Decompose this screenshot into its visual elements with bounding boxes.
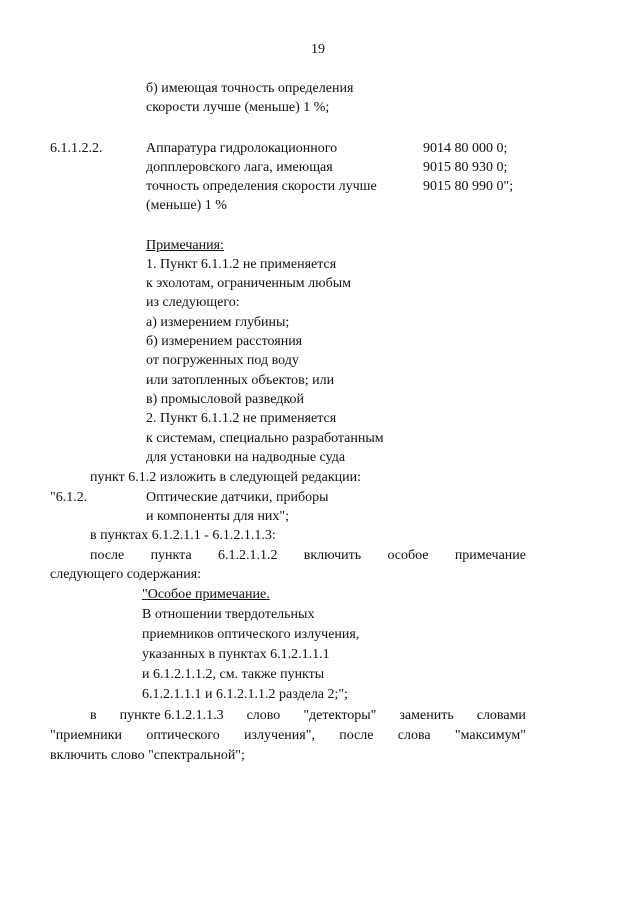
text-line: б) имеющая точность определения bbox=[146, 81, 354, 96]
instruction-line: пункт 6.1.2 изложить в следующей редакции: bbox=[90, 470, 361, 485]
instruction-line-justified bbox=[90, 546, 526, 565]
customs-code: 9015 80 990 0"; bbox=[423, 179, 514, 194]
word: пункте 6.1.2.1.1.3 bbox=[119, 708, 224, 723]
note-line: из следующего: bbox=[146, 295, 240, 310]
item-description-line: (меньше) 1 % bbox=[146, 198, 227, 213]
special-note-line: приемников оптического излучения, bbox=[142, 627, 360, 642]
word: 6.1.2.1.1.2 bbox=[217, 548, 278, 563]
word: включить bbox=[303, 548, 362, 563]
word: словами bbox=[476, 708, 526, 723]
special-note-line: и 6.1.2.1.1.2, см. также пункты bbox=[142, 667, 325, 682]
note-line: 2. Пункт 6.1.1.2 не применяется bbox=[146, 411, 337, 426]
special-note-line: 6.1.2.1.1.1 и 6.1.2.1.1.2 раздела 2;"; bbox=[142, 687, 349, 702]
instruction-line: в пунктах 6.1.2.1.1 - 6.1.2.1.1.3: bbox=[90, 528, 276, 543]
word: примечание bbox=[454, 548, 526, 563]
word: оптического bbox=[146, 728, 220, 743]
special-note-line: указанных в пунктах 6.1.2.1.1.1 bbox=[142, 647, 330, 662]
special-note-line: В отношении твердотельных bbox=[142, 607, 315, 622]
word: "приемники bbox=[50, 728, 123, 743]
instruction-line-justified bbox=[50, 726, 526, 745]
note-line: в) промысловой разведкой bbox=[146, 392, 304, 407]
word: "детекторы" bbox=[303, 708, 377, 723]
item-number: "6.1.2. bbox=[50, 490, 88, 505]
item-description-line: точность определения скорости лучше bbox=[146, 179, 377, 194]
word: слово bbox=[246, 708, 281, 723]
word: после bbox=[339, 728, 374, 743]
instruction-line: следующего содержания: bbox=[50, 567, 202, 582]
item-number: 6.1.1.2.2. bbox=[50, 141, 103, 156]
word: после bbox=[90, 548, 125, 563]
item-description-line: Аппаратура гидролокационного bbox=[146, 141, 338, 156]
note-line: б) измерением расстояния bbox=[146, 334, 303, 349]
note-line: для установки на надводные суда bbox=[146, 450, 346, 465]
word: пункта bbox=[150, 548, 192, 563]
word: "максимум" bbox=[454, 728, 526, 743]
item-description-line: и компоненты для них"; bbox=[146, 509, 290, 524]
special-note-heading: "Особое примечание. bbox=[142, 587, 270, 602]
customs-code: 9015 80 930 0; bbox=[423, 160, 508, 175]
note-line: или затопленных объектов; или bbox=[146, 373, 335, 388]
notes-heading: Примечания: bbox=[146, 238, 224, 253]
item-description-line: Оптические датчики, приборы bbox=[146, 490, 329, 505]
word: в bbox=[90, 708, 97, 723]
word: слова bbox=[397, 728, 431, 743]
note-line: к системам, специально разработанным bbox=[146, 431, 384, 446]
text-line: скорости лучше (меньше) 1 %; bbox=[146, 100, 330, 115]
note-line: а) измерением глубины; bbox=[146, 315, 290, 330]
item-description-line: допплеровского лага, имеющая bbox=[146, 160, 333, 175]
customs-code: 9014 80 000 0; bbox=[423, 141, 508, 156]
note-line: к эхолотам, ограниченным любым bbox=[146, 276, 351, 291]
word: излучения", bbox=[244, 728, 315, 743]
note-line: от погруженных под воду bbox=[146, 353, 299, 368]
note-line: 1. Пункт 6.1.1.2 не применяется bbox=[146, 257, 337, 272]
instruction-line-justified bbox=[90, 706, 526, 725]
instruction-line: включить слово "спектральной"; bbox=[50, 748, 245, 763]
word: особое bbox=[387, 548, 429, 563]
page-number: 19 bbox=[311, 42, 325, 57]
word: заменить bbox=[399, 708, 454, 723]
